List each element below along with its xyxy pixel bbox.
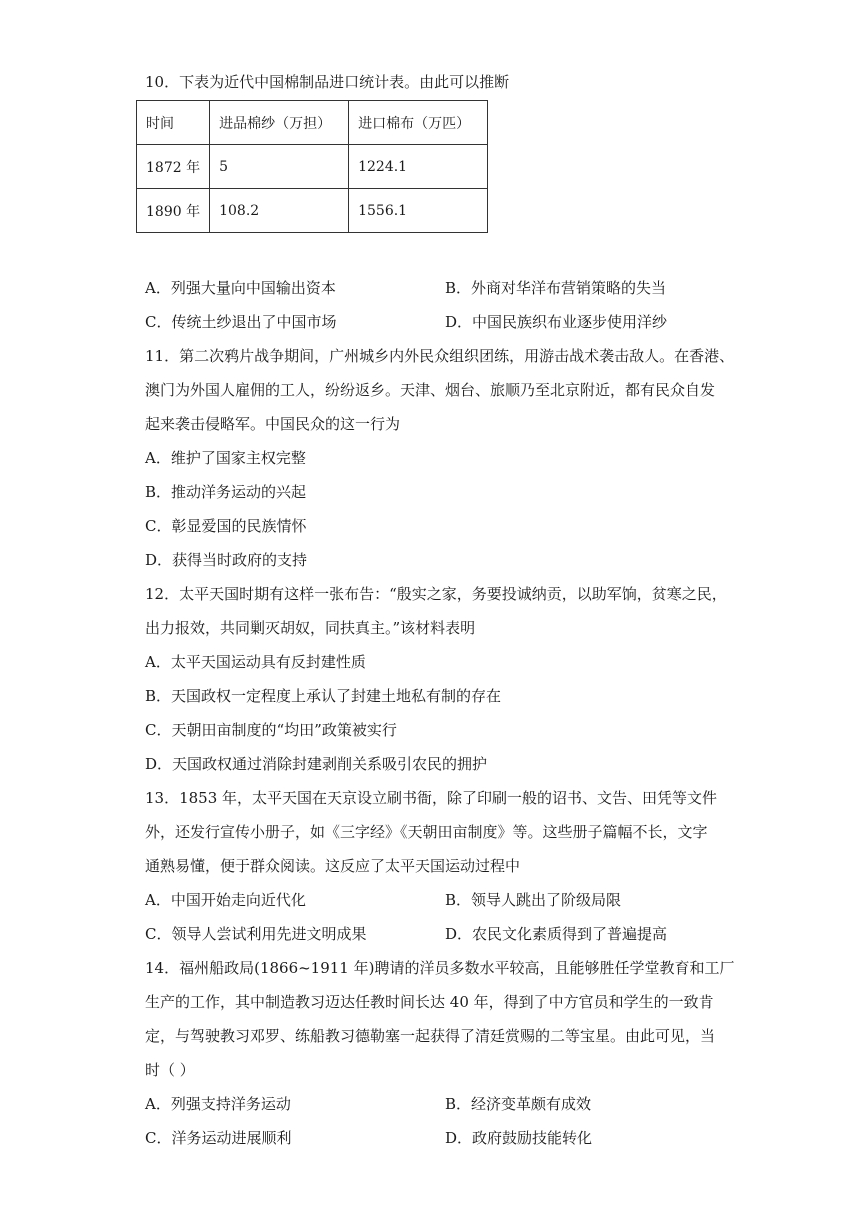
q14-option-c: C．洋务运动进展顺利 <box>145 1129 292 1147</box>
table-row <box>137 145 488 189</box>
q14-stem-line: 时（ ） <box>145 1061 195 1079</box>
q14-option-a: A．列强支持洋务运动 <box>145 1095 291 1113</box>
q12-option-d: D．天国政权通过消除封建剥削关系吸引农民的拥护 <box>145 755 488 773</box>
q14-option-b: B．经济变革颇有成效 <box>445 1095 592 1113</box>
table-cell: 1890 年 <box>137 189 210 233</box>
q13-stem-line: 通熟易懂，便于群众阅读。这反应了太平天国运动过程中 <box>145 857 521 875</box>
q10-option-b: B．外商对华洋布营销策略的失当 <box>445 279 667 297</box>
q13-option-d: D．农民文化素质得到了普遍提高 <box>445 925 668 943</box>
q10-table <box>136 100 488 233</box>
q14-option-d: D．政府鼓励技能转化 <box>445 1129 593 1147</box>
table-cell: 1224.1 <box>349 145 488 189</box>
table-header-cell: 进口棉布（万匹） <box>349 101 488 145</box>
q13-stem-line: 外，还发行宣传小册子，如《三字经》《天朝田亩制度》等。这些册子篇幅不长，文字 <box>145 823 708 841</box>
table-cell: 1556.1 <box>349 189 488 233</box>
q14-stem-line: 生产的工作，其中制造教习迈达任教时间长达 40 年，得到了中方官员和学生的一致肯 <box>145 993 714 1011</box>
q13-option-a: A．中国开始走向近代化 <box>145 891 306 909</box>
q13-option-b: B．领导人跳出了阶级局限 <box>445 891 622 909</box>
q11-option-c: C．彰显爱国的民族情怀 <box>145 517 307 535</box>
table-cell: 5 <box>210 145 349 189</box>
q13-option-c: C．领导人尝试利用先进文明成果 <box>145 925 367 943</box>
q11-option-b: B．推动洋务运动的兴起 <box>145 483 307 501</box>
q12-option-c: C．天朝田亩制度的“均田”政策被实行 <box>145 721 397 739</box>
q14-stem-line: 定，与驾驶教习邓罗、练船教习德勒塞一起获得了清廷赏赐的二等宝星。由此可见，当 <box>145 1027 716 1045</box>
q11-stem-line: 澳门为外国人雇佣的工人，纷纷返乡。天津、烟台、旅顺乃至北京附近，都有民众自发 <box>145 381 716 399</box>
table-row <box>137 189 488 233</box>
q11-stem-line: 11．第二次鸦片战争期间，广州城乡内外民众组织团练，用游击战术袭击敌人。在香港、 <box>145 347 735 365</box>
table-cell: 1872 年 <box>137 145 210 189</box>
q13-stem-line: 13．1853 年，太平天国在天京设立刷书衙，除了印刷一般的诏书、文告、田凭等文件 <box>145 789 718 807</box>
q11-option-d: D．获得当时政府的支持 <box>145 551 308 569</box>
q11-stem-line: 起来袭击侵略军。中国民众的这一行为 <box>145 415 401 433</box>
q14-stem-line: 14．福州船政局(1866~1911 年)聘请的洋员多数水平较高，且能够胜任学堂教育和工厂 <box>145 959 735 977</box>
q10-option-a: A．列强大量向中国输出资本 <box>145 279 336 297</box>
q12-stem-line: 12．太平天国时期有这样一张布告：“殷实之家，务要投诚纳贡，以助军饷，贫寒之民， <box>145 585 727 603</box>
q11-option-a: A．维护了国家主权完整 <box>145 449 306 467</box>
q12-stem-line: 出力报效，共同剿灭胡奴，同扶真主。”该材料表明 <box>145 619 476 637</box>
q10-option-c: C．传统土纱退出了中国市场 <box>145 313 337 331</box>
table-cell: 108.2 <box>210 189 349 233</box>
q10-stem: 10．下表为近代中国棉制品进口统计表。由此可以推断 <box>145 73 510 91</box>
q12-option-a: A．太平天国运动具有反封建性质 <box>145 653 366 671</box>
table-header-cell: 进品棉纱（万担） <box>210 101 349 145</box>
table-header-row <box>137 101 488 145</box>
q12-option-b: B．天国政权一定程度上承认了封建土地私有制的存在 <box>145 687 502 705</box>
q10-option-d: D．中国民族织布业逐步使用洋纱 <box>445 313 668 331</box>
table-header-cell: 时间 <box>137 101 210 145</box>
